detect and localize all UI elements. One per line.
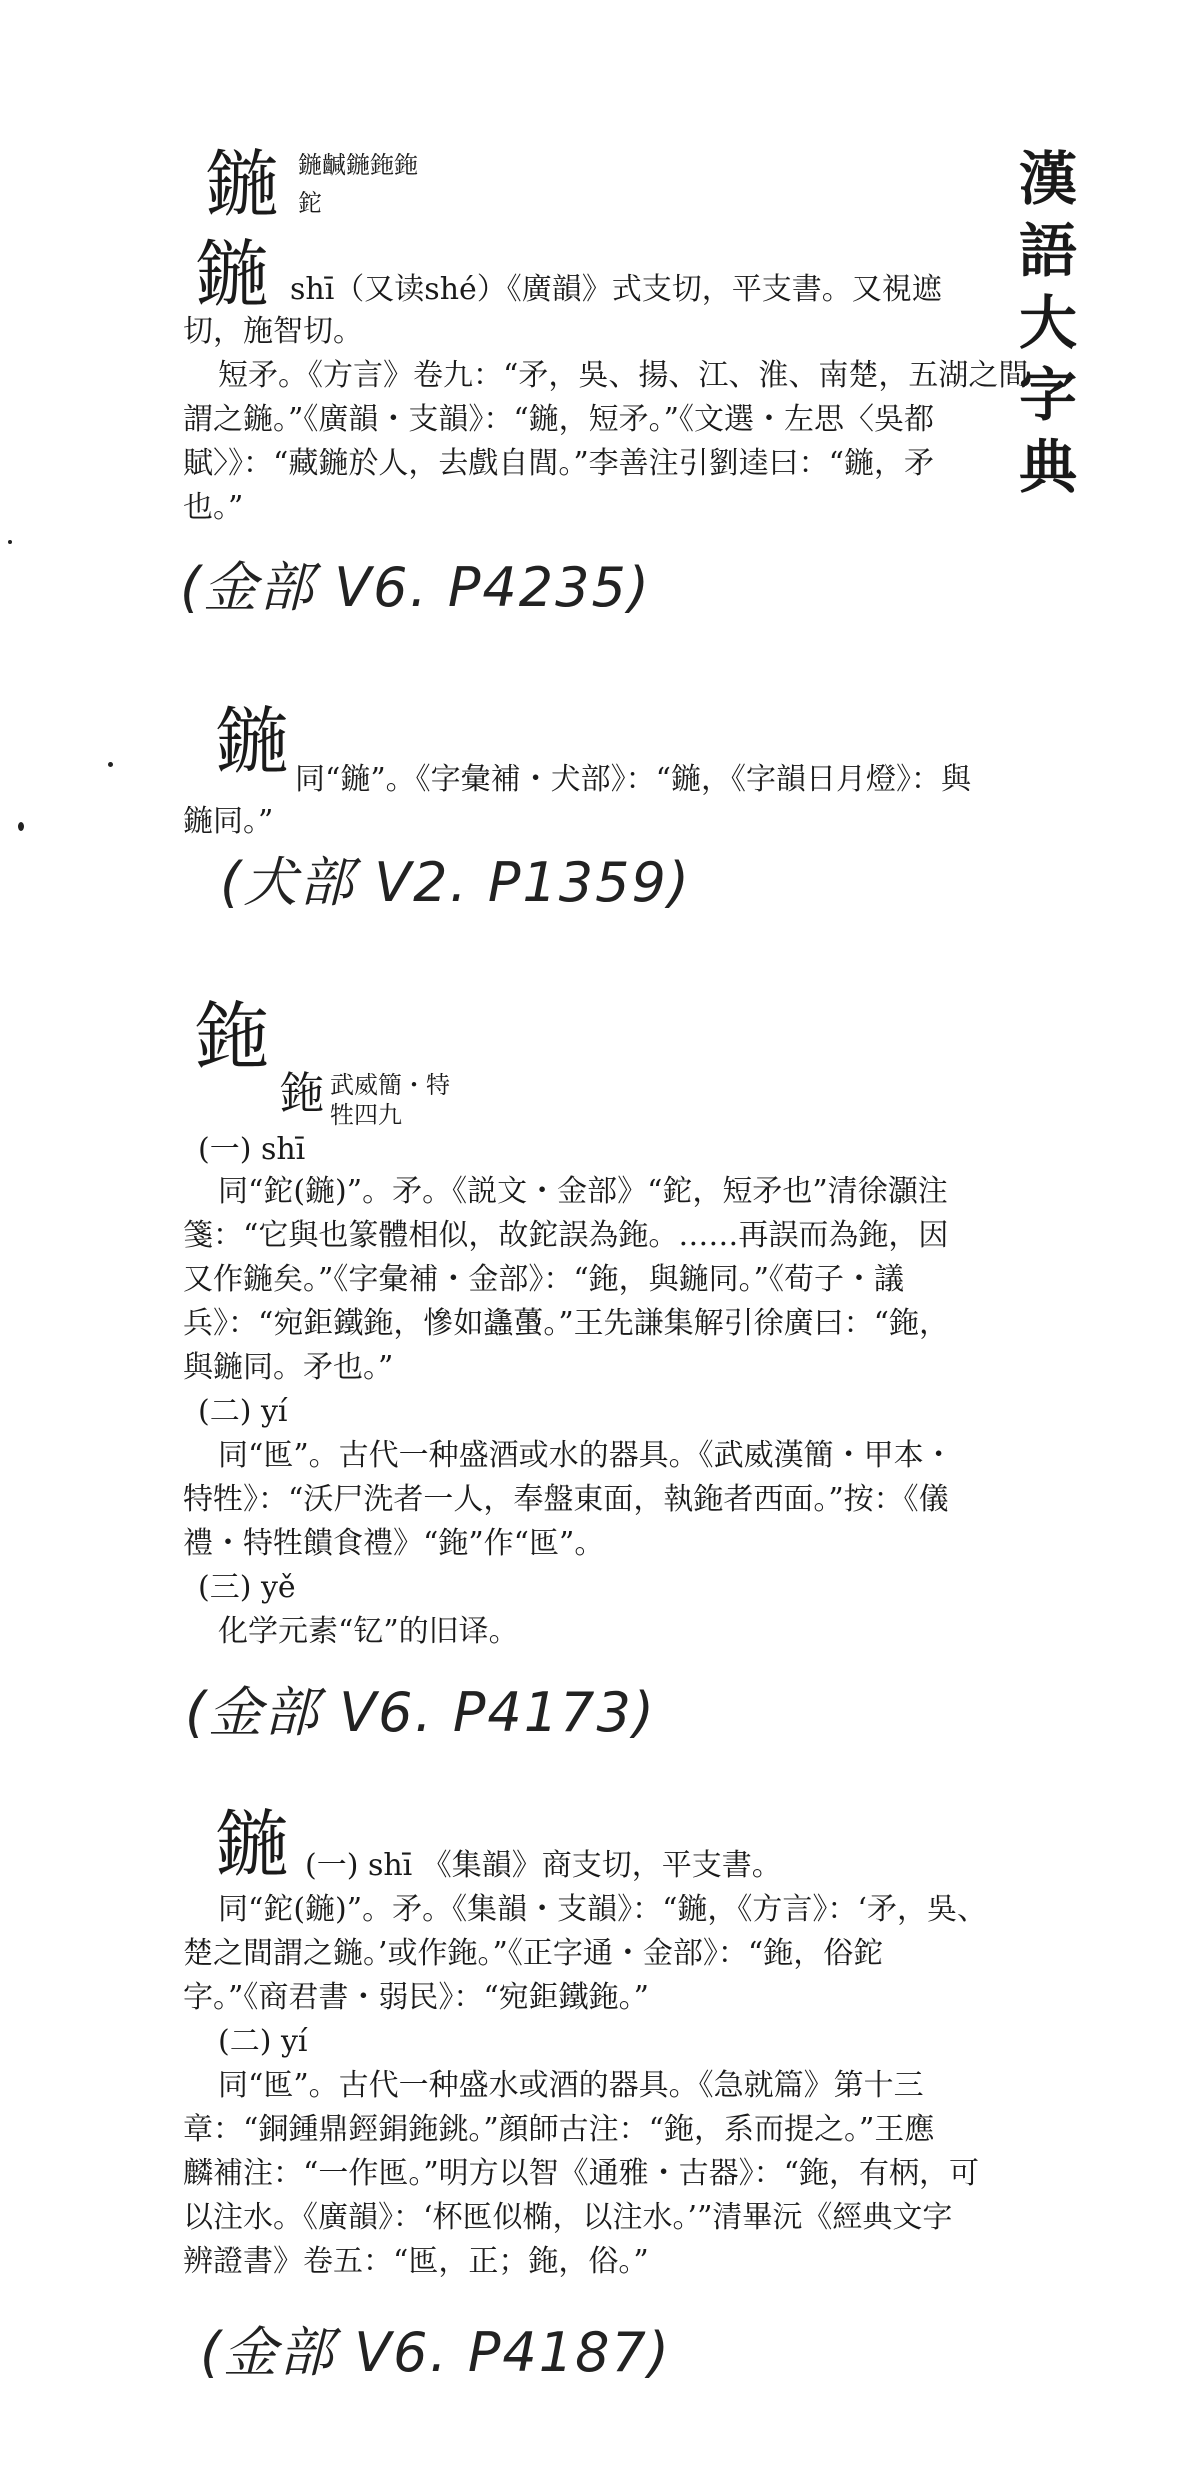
definition-line: 同“鉈(鍦)”。矛。《説文・金部》“鉈，短矛也”清徐灝注 [218, 1174, 948, 1209]
sense-marker: (一) shī 《集韻》商支切，平支書。 [305, 1848, 782, 1883]
source-note: 牲四九 [330, 1101, 402, 1129]
definition-line: 同“匜”。古代一种盛水或酒的器具。《急就篇》第十三 [218, 2068, 924, 2103]
definition-line: 辨證書》卷五：“匜，正；鉇，俗。” [183, 2244, 649, 2279]
source-note: 武威簡・特 [330, 1071, 450, 1099]
entry-head-char: 鉇 [195, 994, 269, 1080]
handwritten-reference: (金部 V6. P4173) [185, 1681, 656, 1744]
scan-speck [108, 762, 113, 767]
definition-line: 又作鍦矣。”《字彙補・金部》：“鉇，與鍦同。”《荀子・議 [183, 1262, 905, 1297]
handwritten-reference: (金部 V6. P4187) [200, 2321, 671, 2384]
scan-speck [18, 822, 24, 831]
sense-marker: (二) yí [198, 1394, 288, 1429]
definition-line: 同“鍦”。《字彙補・犬部》：“鍦，《字韻日月燈》：與 [295, 762, 972, 797]
handwritten-reference: (犬部 V2. P1359) [220, 851, 691, 914]
entry-head-char: 鍦 [215, 699, 289, 785]
definition-line: 鍦同。” [183, 804, 274, 839]
sense-marker: (三) yě [198, 1570, 296, 1605]
sense-marker: (二) yí [218, 2024, 308, 2059]
title-char: 大 [1018, 289, 1077, 357]
handwritten-reference: (金部 V6. P4235) [180, 556, 651, 619]
definition-line: 箋：“它與也篆體相似，故鉈誤為鉇。……再誤而為鉇，因 [183, 1218, 949, 1253]
scan-speck [8, 540, 12, 544]
definition-line: 與鍦同。矛也。” [183, 1350, 394, 1385]
definition-line: 章：“銅鍾鼎鋞鋗鉇銚。”顔師古注：“鉇，系而提之。”王應 [183, 2112, 935, 2147]
definition-line: 兵》：“宛鉅鐵鉇，慘如蠭蠆。”王先謙集解引徐廣曰：“鉇， [183, 1306, 950, 1341]
entry-head-char: 鍦 [195, 232, 269, 318]
definition-line: 短矛。《方言》卷九：“矛，吳、揚、江、淮、南楚，五湖之間 [218, 358, 1029, 393]
definition-line: 同“鉈(鍦)”。矛。《集韻・支韻》：“鍦，《方言》：‘矛，吳、 [218, 1892, 987, 1927]
definition-line: 麟補注：“一作匜。”明方以智《通雅・古器》：“鉇，有柄，可 [183, 2156, 980, 2191]
definition-line: 字。”《商君書・弱民》：“宛鉅鐵鉇。” [183, 1980, 650, 2015]
entry-head-char: 鍦 [215, 1802, 289, 1888]
definition-line: shī（又读shé）《廣韻》式支切，平支書。又視遮 [290, 272, 942, 307]
seal-script-char: 鉇 [280, 1068, 324, 1119]
title-char: 漢 [1018, 145, 1077, 213]
definition-line: 也。” [183, 490, 244, 525]
dictionary-title [1008, 145, 1088, 501]
definition-line: 賦〉》：“藏鍦於人，去戲自閭。”李善注引劉逵曰：“鍦，矛 [183, 446, 935, 481]
definition-line: 謂之鍦。”《廣韻・支韻》：“鍦，短矛。”《文選・左思〈吳都 [183, 402, 935, 437]
sense-marker: (一) shī [198, 1132, 306, 1167]
title-char: 字 [1018, 361, 1077, 429]
definition-line: 同“匜”。古代一种盛酒或水的器具。《武威漢簡・甲本・ [218, 1438, 954, 1473]
variant-forms: 鍦䶢鍦鉇鉇 [298, 151, 418, 179]
definition-line: 切，施智切。 [183, 314, 363, 349]
title-char: 典 [1018, 433, 1077, 501]
variant-forms: 鉈 [298, 189, 322, 217]
definition-line: 楚之間謂之鍦。’或作鉇。”《正字通・金部》：“鉇，俗鉈 [183, 1936, 884, 1971]
definition-line: 化学元素“钇”的旧译。 [218, 1614, 519, 1649]
definition-line: 特牲》：“沃尸洗者一人，奉盤東面，執鉇者西面。”按：《儀 [183, 1482, 949, 1517]
definition-line: 禮・特牲饋食禮》“鉇”作“匜”。 [183, 1526, 605, 1561]
entry-head-char: 鍦 [205, 142, 279, 228]
definition-line: 以注水。《廣韻》：‘杯匜似椭，以注水。’”清畢沅《經典文字 [183, 2200, 953, 2235]
title-char: 語 [1018, 217, 1077, 285]
